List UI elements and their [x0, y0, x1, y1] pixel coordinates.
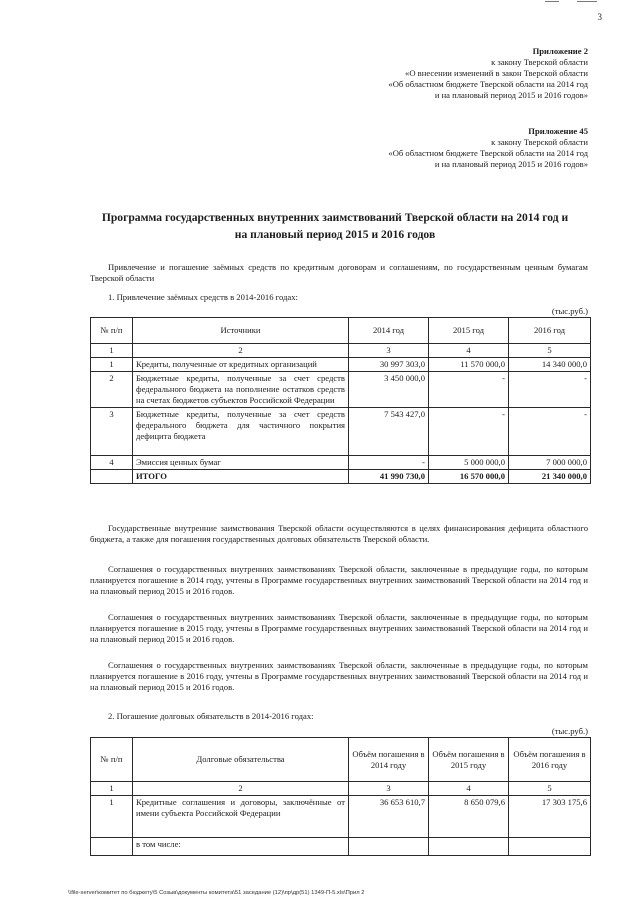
row-number [91, 838, 133, 856]
body-paragraph: Соглашения о государственных внутренних заимствованиях Тверской области, заключенные в предыдущие годы, по которым планируется погашение в 2014 году, учтены в Программе государственных внутренних заимствований Тверской области на 2014 год и на плановый период 2015 и 2016 годов. [90, 564, 588, 596]
body-paragraph: Соглашения о государственных внутренних заимствованиях Тверской области, заключенные в предыдущие годы, по которым планируется погашение в 2015 году, учтены в Программе государственных внутренних заимствований Тверской области на 2014 год и на плановый период 2015 и 2016 годов. [90, 612, 588, 644]
table-row [91, 408, 591, 456]
total-number [91, 470, 133, 484]
table-row [91, 372, 591, 408]
row-value-2016 [509, 838, 591, 856]
row-obligation: в том числе: [133, 838, 349, 856]
row-value-2016: 14 340 000,0 [509, 358, 591, 372]
annex-2-line: «Об областном бюджете Тверской области на 2014 год [388, 79, 588, 89]
table-row [91, 456, 591, 470]
file-path-footer: \\file-server\комитет по бюджету\5 Созыв\документы комитета\51 заседание (12)\пр\др(51) 1349-П-5.xls\Прил 2 [68, 890, 365, 896]
row-number: 3 [91, 408, 133, 456]
total-2014: 41 990 730,0 [349, 470, 429, 484]
row-value-2015: 11 570 000,0 [429, 358, 509, 372]
row-value-2016: 17 303 175,6 [509, 796, 591, 838]
header-cell: 2016 год [509, 318, 591, 344]
section-1-unit: (тыс.руб.) [551, 306, 588, 316]
row-source: Бюджетные кредиты, полученные за счет средств федерального бюджета для частичного покрытия дефицита бюджета [133, 408, 349, 456]
header-cell: Объём погашения в 2015 году [429, 738, 509, 782]
column-number: 4 [429, 782, 509, 796]
row-value-2015: - [429, 408, 509, 456]
column-number-row [91, 344, 591, 358]
annex-2-line: «О внесении изменений в закон Тверской области [405, 68, 588, 78]
total-2016: 21 340 000,0 [509, 470, 591, 484]
table-row [91, 358, 591, 372]
column-number: 5 [509, 344, 591, 358]
title-line: Программа государственных внутренних заимствований Тверской области на 2014 год и [101, 211, 569, 224]
row-number: 1 [91, 358, 133, 372]
body-paragraph: Государственные внутренние заимствования Тверской области осуществляются в целях финансирования дефицита областного бюджета, а также для погашения государственных долговых обязательств Тверской области. [90, 523, 588, 544]
page-number: 3 [597, 12, 602, 22]
row-value-2014: 7 543 427,0 [349, 408, 429, 456]
row-obligation: Кредитные соглашения и договоры, заключённые от имени субъекта Российской Федерации [133, 796, 349, 838]
column-number: 5 [509, 782, 591, 796]
row-value-2016: 7 000 000,0 [509, 456, 591, 470]
row-value-2014 [349, 838, 429, 856]
table-header-row [91, 318, 591, 344]
row-value-2016: - [509, 408, 591, 456]
table-row [91, 838, 591, 856]
row-source: Кредиты, полученные от кредитных организаций [133, 358, 349, 372]
header-cell: Объём погашения в 2014 году [349, 738, 429, 782]
column-number: 2 [133, 344, 349, 358]
total-label: ИТОГО [133, 470, 349, 484]
row-value-2014: - [349, 456, 429, 470]
column-number-row [91, 782, 591, 796]
header-cell: 2014 год [349, 318, 429, 344]
header-cell: № п/п [91, 318, 133, 344]
body-paragraph: Соглашения о государственных внутренних заимствованиях Тверской области, заключенные в предыдущие годы, по которым планируется погашение в 2016 году, учтены в Программе государственных внутренних заимствований Тверской области на 2014 год и на плановый период 2015 и 2016 годов. [90, 660, 588, 692]
row-value-2015: 8 650 079,6 [429, 796, 509, 838]
header-cell: № п/п [91, 738, 133, 782]
section-2-heading: 2. Погашение долговых обязательств в 2014-2016 годах: [108, 711, 314, 721]
document-title [70, 210, 600, 244]
header-cell: Долговые обязательства [133, 738, 349, 782]
row-value-2015: 5 000 000,0 [429, 456, 509, 470]
header-cell: 2015 год [429, 318, 509, 344]
row-value-2015 [429, 838, 509, 856]
row-value-2014: 3 450 000,0 [349, 372, 429, 408]
column-number: 1 [91, 782, 133, 796]
row-value-2015: - [429, 372, 509, 408]
row-number: 2 [91, 372, 133, 408]
row-source: Эмиссия ценных бумаг [133, 456, 349, 470]
section-1-heading: 1. Привлечение заёмных средств в 2014-2016 годах: [108, 292, 298, 302]
title-line: на плановый период 2015 и 2016 годов [234, 227, 436, 241]
column-number: 4 [429, 344, 509, 358]
row-number: 4 [91, 456, 133, 470]
annex-45-line: к закону Тверской области [491, 137, 588, 147]
table-row [91, 796, 591, 838]
total-2015: 16 570 000,0 [429, 470, 509, 484]
annex-45-line: «Об областном бюджете Тверской области на 2014 год [388, 148, 588, 158]
row-value-2014: 30 997 303,0 [349, 358, 429, 372]
annex-45-line: и на плановый период 2015 и 2016 годов» [434, 159, 588, 169]
column-number: 2 [133, 782, 349, 796]
header-cell: Объём погашения в 2016 году [509, 738, 591, 782]
annex-2-heading: Приложение 2 [532, 46, 588, 56]
scan-marks [545, 0, 605, 4]
header-cell: Источники [133, 318, 349, 344]
column-number: 3 [349, 782, 429, 796]
intro-paragraph: Привлечение и погашение заёмных средств по кредитным договорам и соглашениям, по государственным ценным бумагам Тверской области [90, 262, 588, 283]
row-source: Бюджетные кредиты, полученные за счет средств федерального бюджета на пополнение остатков средств на счетах бюджетов субъектов Российской Федерации [133, 372, 349, 408]
section-2-unit: (тыс.руб.) [551, 726, 588, 736]
row-value-2014: 36 653 610,7 [349, 796, 429, 838]
annex-45-heading: Приложение 45 [528, 126, 588, 136]
column-number: 1 [91, 344, 133, 358]
annex-2-block [388, 46, 588, 101]
annex-2-line: и на плановый период 2015 и 2016 годов» [434, 90, 588, 100]
total-row [91, 470, 591, 484]
borrowing-table [90, 317, 591, 484]
table-header-row [91, 738, 591, 782]
repayment-table [90, 737, 591, 856]
annex-45-block [388, 126, 588, 170]
column-number: 3 [349, 344, 429, 358]
annex-2-line: к закону Тверской области [491, 57, 588, 67]
row-number: 1 [91, 796, 133, 838]
row-value-2016: - [509, 372, 591, 408]
